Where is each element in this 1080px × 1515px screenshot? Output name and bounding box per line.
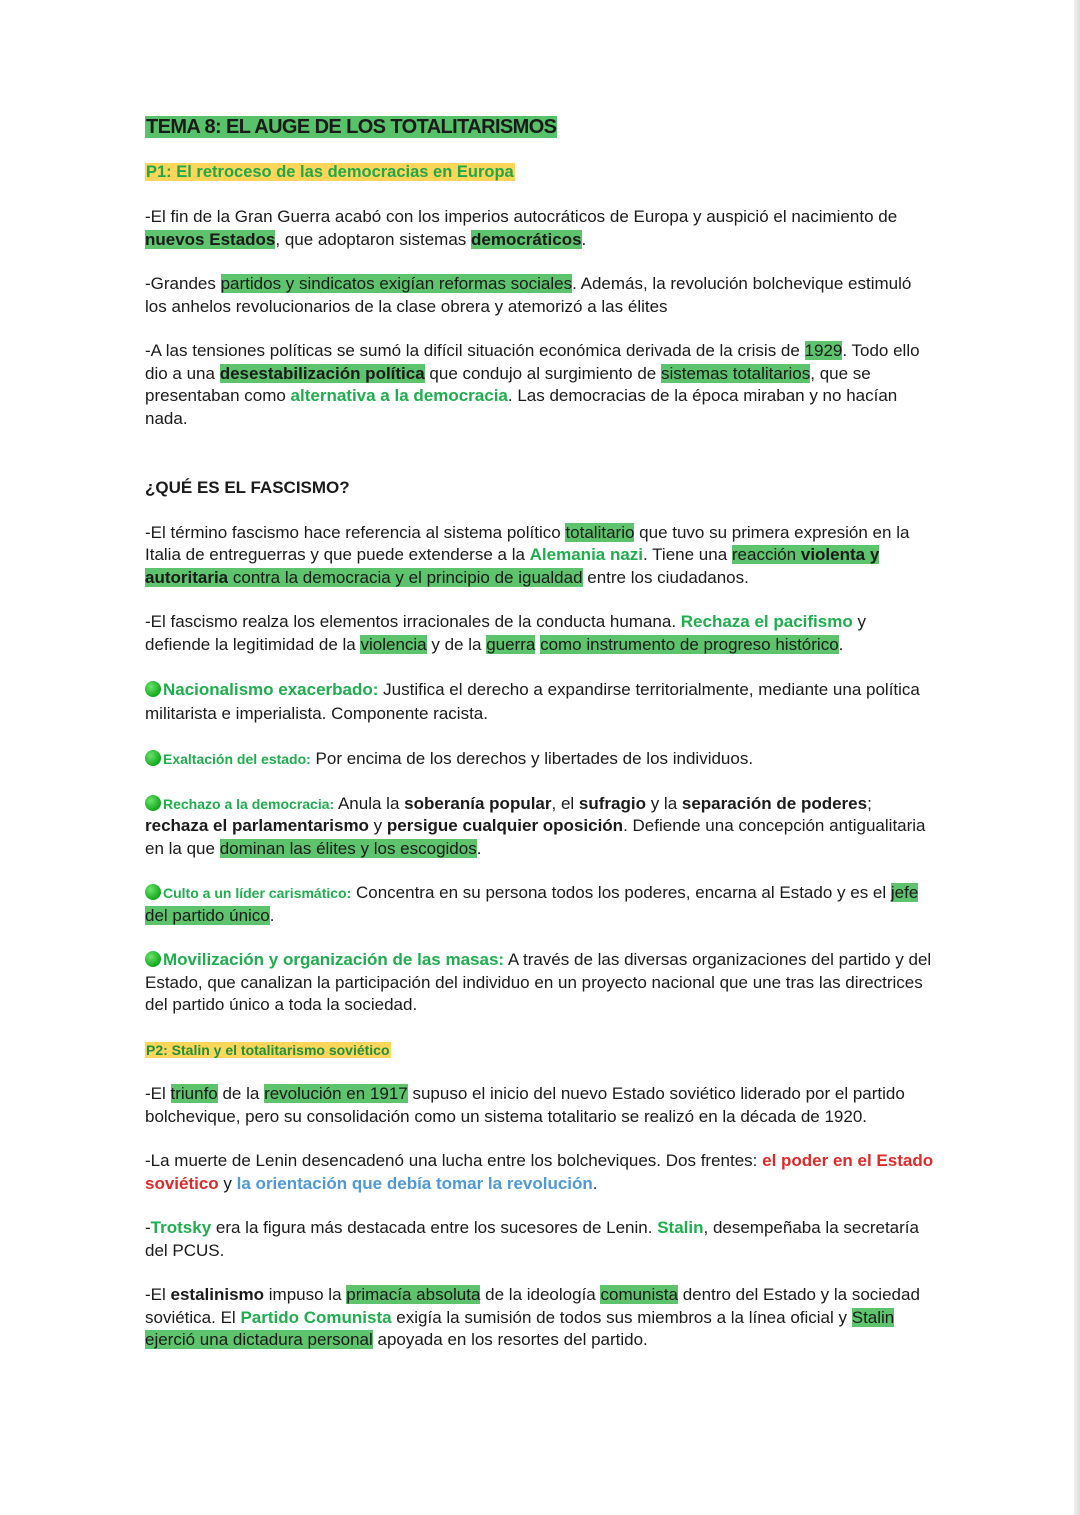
bullet-culto-lider: Culto a un líder carismático: Concentra en su persona todos los poderes, encarna al Estado y es el jefe del partido único. [145,883,919,925]
heading-fascismo: ¿QUÉ ES EL FASCISMO? [145,478,350,497]
green-dot-icon [145,795,161,811]
green-dot-icon [145,884,161,900]
paragraph-trotsky-stalin: -Trotsky era la figura más destacada entre los sucesores de Lenin. Stalin, desempeñaba la secretaría del PCUS. [145,1218,919,1260]
paragraph-crisis-1929: -A las tensiones políticas se sumó la difícil situación económica derivada de la crisis de 1929. Todo ello dio a una desestabilización política que condujo al surgimiento de sistemas totalitarios, que se presentaban como alternativa a la democracia. Las democracias de la época miraban y no hacían nada. [145,341,920,428]
bullet-rechazo-democracia: Rechazo a la democracia: Anula la soberanía popular, el sufragio y la separación de poderes; rechaza el parlamentarismo y persigue cualquier oposición. Defiende una concepción antigualitaria en la que dominan las élites y los escogidos. [145,793,926,858]
green-dot-icon [145,951,161,967]
bullet-movilizacion-masas: Movilización y organización de las masas: A través de las diversas organizaciones del partido y del Estado, que canalizan la participación del individuo en un proyecto nacional que une tras las directrices del partido único a toda la sociedad. [145,950,932,1014]
paragraph-estalinismo: -El estalinismo impuso la primacía absoluta de la ideología comunista dentro del Estado y la sociedad soviética. El Partido Comunista exigía la sumisión de todos sus miembros a la línea oficial y Stalin ejerció una dictadura personal apoyada en los resortes del partido. [145,1285,920,1349]
green-dot-icon [145,681,161,697]
paragraph-termino-fascismo: -El término fascismo hace referencia al sistema político totalitario que tuvo su primera expresión en la Italia de entreguerras y que puede extenderse a la Alemania nazi. Tiene una reacción violenta y autoritaria contra la democracia y el principio de igualdad entre los ciudadanos. [145,522,910,587]
paragraph-partidos: -Grandes partidos y sindicatos exigían reformas sociales. Además, la revolución bolchevique estimuló los anhelos revolucionarios de la clase obrera y atemorizó a las élites [145,274,912,316]
bullet-nacionalismo: Nacionalismo exacerbado: Justifica el derecho a expandirse territorialmente, mediante una política militarista e imperialista. Componente racista. [145,680,920,723]
paragraph-gran-guerra: -El fin de la Gran Guerra acabó con los imperios autocráticos de Europa y auspició el nacimiento de nuevos Estados, que adoptaron sistemas democráticos. [145,207,898,249]
page-edge [1074,0,1080,1515]
document [145,116,935,1352]
paragraph-irracionales: -El fascismo realza los elementos irracionales de la conducta humana. Rechaza el pacifismo y defiende la legitimidad de la violencia y de la guerra como instrumento de progreso histórico. [145,612,866,654]
section-heading-p1: P1: El retroceso de las democracias en Europa [146,162,514,181]
section-heading-p2: P2: Stalin y el totalitarismo soviético [146,1041,390,1058]
document-title: TEMA 8: EL AUGE DE LOS TOTALITARISMOS [146,116,557,138]
paragraph-muerte-lenin: -La muerte de Lenin desencadenó una lucha entre los bolcheviques. Dos frentes: el poder en el Estado soviético y la orientación que debía tomar la revolución. [145,1151,934,1193]
paragraph-triunfo-revolucion: -El triunfo de la revolución en 1917 supuso el inicio del nuevo Estado soviético liderado por el partido bolchevique, pero su consolidación como un sistema totalitario se realizó en la década de 1920. [145,1084,905,1126]
bullet-exaltacion-estado: Exaltación del estado: Por encima de los derechos y libertades de los individuos. [145,748,935,771]
green-dot-icon [145,750,161,766]
